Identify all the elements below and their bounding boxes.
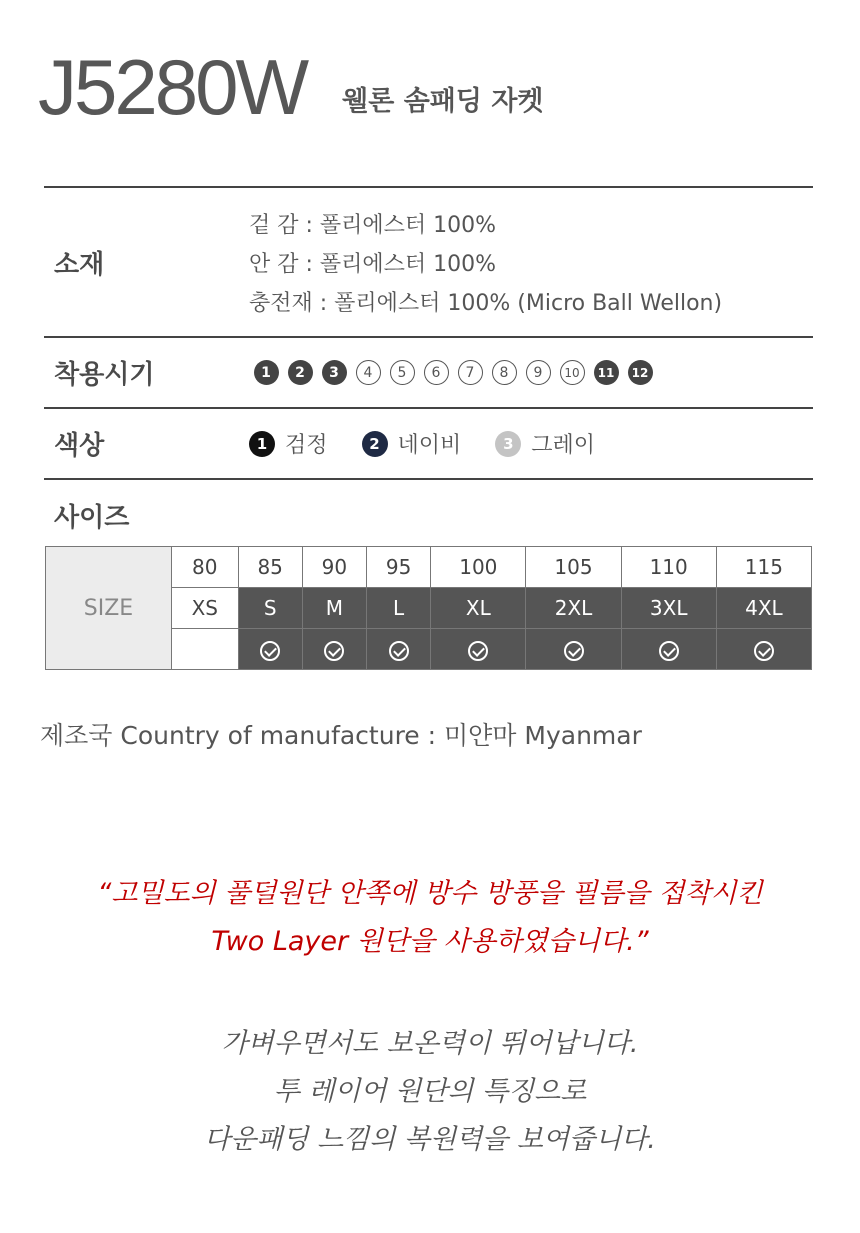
- size-row: [44, 478, 813, 550]
- material-lining: 안 감 : 폴리에스터 100%: [249, 252, 497, 277]
- month-5-inactive: [385, 359, 419, 387]
- month-number: 12: [628, 360, 653, 385]
- month-7-inactive: [453, 359, 487, 387]
- size-available-cell: [431, 629, 526, 670]
- material-row: [44, 186, 813, 336]
- size-letter: XS: [172, 588, 239, 629]
- month-number: 1: [254, 360, 279, 385]
- description-line: 가벼우면서도 보온력이 뛰어납니다.: [221, 1028, 639, 1059]
- month-number: 4: [356, 360, 381, 385]
- month-number: 9: [526, 360, 551, 385]
- size-available-cell: [238, 629, 302, 670]
- size-available-cell: [526, 629, 621, 670]
- product-name: 웰론 솜패딩 자켓: [342, 86, 544, 117]
- size-chart: [45, 546, 812, 670]
- color-swatch-black: 1: [249, 431, 275, 457]
- size-number: 85: [238, 547, 302, 588]
- material-filling: 충전재 : 폴리에스터 100% (Micro Ball Wellon): [249, 291, 723, 316]
- month-list: [249, 359, 657, 387]
- month-4-inactive: [351, 359, 385, 387]
- size-available-cell: [716, 629, 811, 670]
- size-number: 95: [367, 547, 431, 588]
- feature-description: [0, 1020, 860, 1164]
- color-row: [44, 407, 813, 478]
- month-number: 7: [458, 360, 483, 385]
- size-letter: 3XL: [621, 588, 716, 629]
- color-label: 색상: [54, 431, 105, 461]
- color-name-gray: 그레이: [531, 433, 596, 458]
- month-12-active: [623, 359, 657, 387]
- size-availability-empty: [172, 629, 239, 670]
- size-number: 105: [526, 547, 621, 588]
- season-label: 착용시기: [54, 360, 155, 390]
- quote-line: Two Layer 원단을 사용하였습니다.”: [211, 926, 649, 957]
- month-number: 3: [322, 360, 347, 385]
- spec-table: [44, 186, 813, 550]
- month-number: 2: [288, 360, 313, 385]
- month-8-inactive: [487, 359, 521, 387]
- feature-quote: [0, 870, 860, 966]
- size-available-cell: [302, 629, 366, 670]
- month-6-inactive: [419, 359, 453, 387]
- color-swatch-navy: 2: [362, 431, 388, 457]
- size-number: 115: [716, 547, 811, 588]
- month-number: 8: [492, 360, 517, 385]
- size-available-cell: [367, 629, 431, 670]
- color-item-navy: [362, 428, 462, 459]
- month-3-active: [317, 359, 351, 387]
- country-of-origin: 제조국 Country of manufacture : 미얀마 Myanmar: [40, 721, 642, 750]
- material-content: [249, 188, 813, 336]
- color-list: [249, 428, 629, 459]
- size-number: 100: [431, 547, 526, 588]
- month-10-inactive: [555, 359, 589, 387]
- season-content: [249, 338, 813, 407]
- color-name-navy: 네이비: [397, 433, 462, 458]
- size-available-cell: [621, 629, 716, 670]
- size-number: 80: [172, 547, 239, 588]
- model-number: J5280W: [38, 43, 307, 131]
- size-letter: L: [367, 588, 431, 629]
- month-11-active: [589, 359, 623, 387]
- color-item-gray: [495, 428, 595, 459]
- size-number: 110: [621, 547, 716, 588]
- color-item-black: [249, 428, 328, 459]
- size-number-row: [46, 547, 812, 588]
- check-circle-icon: [324, 641, 344, 661]
- check-circle-icon: [389, 641, 409, 661]
- quote-line: “고밀도의 풀덜원단 안쪽에 방수 방풍을 필름을 접착시킨: [97, 878, 763, 909]
- size-letter: M: [302, 588, 366, 629]
- check-circle-icon: [659, 641, 679, 661]
- color-name-black: 검정: [285, 433, 328, 458]
- size-number: 90: [302, 547, 366, 588]
- month-number: 10: [560, 360, 585, 385]
- material-label: 소재: [54, 249, 105, 280]
- color-content: [249, 409, 813, 478]
- month-number: 6: [424, 360, 449, 385]
- season-row: [44, 336, 813, 407]
- description-line: 다운패딩 느낌의 복원력을 보여줍니다.: [204, 1124, 656, 1155]
- header: [38, 43, 544, 131]
- size-chart-header: SIZE: [46, 547, 172, 670]
- size-letter: S: [238, 588, 302, 629]
- month-number: 11: [594, 360, 619, 385]
- size-letter: 4XL: [716, 588, 811, 629]
- description-line: 투 레이어 원단의 특징으로: [273, 1076, 587, 1107]
- check-circle-icon: [564, 641, 584, 661]
- size-letter: 2XL: [526, 588, 621, 629]
- check-circle-icon: [260, 641, 280, 661]
- color-swatch-gray: 3: [495, 431, 521, 457]
- check-circle-icon: [468, 641, 488, 661]
- material-outer: 겉 감 : 폴리에스터 100%: [249, 213, 497, 238]
- size-label: 사이즈: [54, 502, 130, 533]
- month-2-active: [283, 359, 317, 387]
- size-letter: XL: [431, 588, 526, 629]
- month-number: 5: [390, 360, 415, 385]
- month-1-active: [249, 359, 283, 387]
- check-circle-icon: [754, 641, 774, 661]
- month-9-inactive: [521, 359, 555, 387]
